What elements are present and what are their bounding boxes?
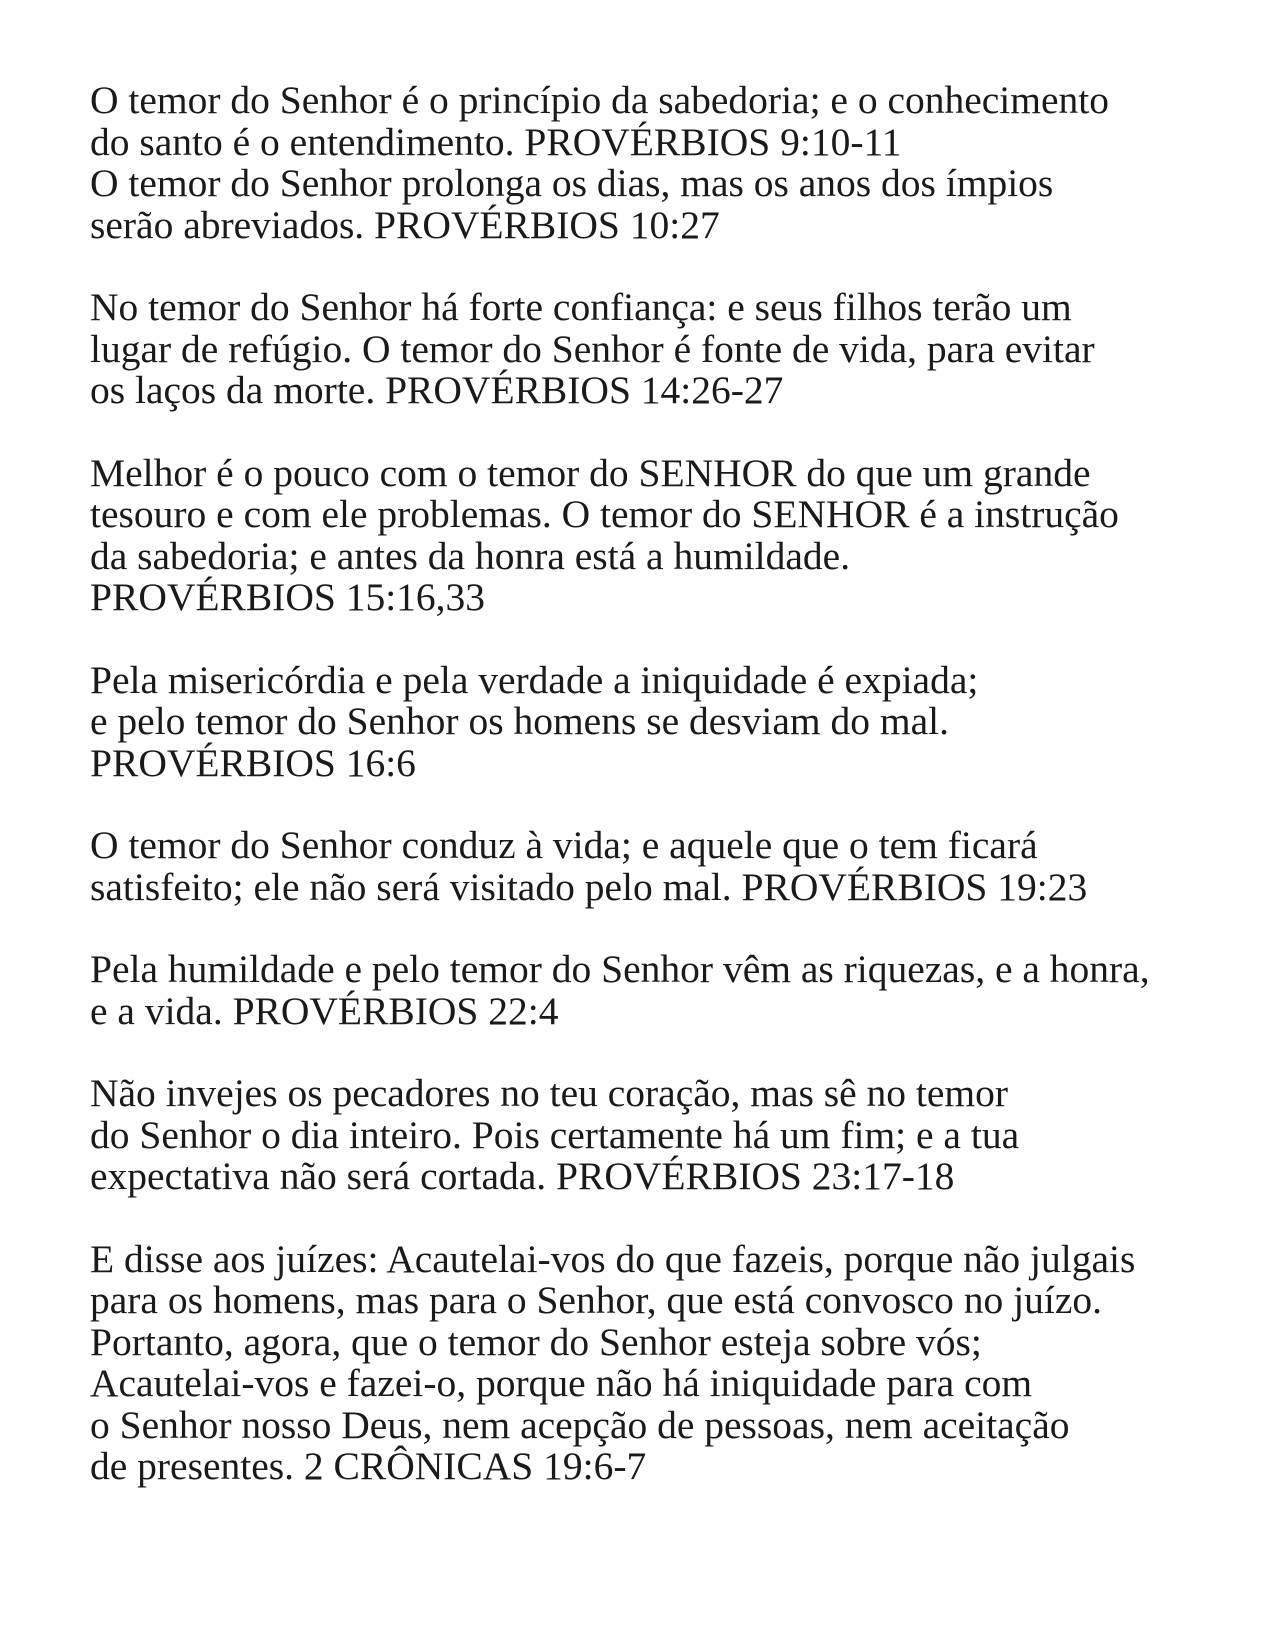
passage-proverbios-9-10: [90, 80, 1240, 246]
text-line: do Senhor o dia inteiro. Pois certamente há um fim; e a tua: [90, 1112, 1020, 1157]
text-line: para os homens, mas para o Senhor, que está convosco no juízo.: [90, 1278, 1102, 1322]
text-line: de presentes. 2 CRÔNICAS 19:6-7: [90, 1444, 647, 1488]
text-line: O temor do Senhor conduz à vida; e aquele que o tem ficará: [90, 823, 1038, 867]
text-line: os laços da morte. PROVÉRBIOS 14:26-27: [90, 368, 784, 412]
text-line: E disse aos juízes: Acautelai-vos do que fazeis, porque não julgais: [90, 1236, 1136, 1281]
passage-proverbios-22-4: [90, 949, 1240, 1032]
text-line: Não invejes os pecadores no teu coração, mas sê no temor: [90, 1071, 1009, 1115]
passage-proverbios-23-17: [90, 1073, 1240, 1198]
text-line: o Senhor nosso Deus, nem acepção de pessoas, nem aceitação: [90, 1402, 1070, 1447]
text-line: Portanto, agora, que o temor do Senhor esteja sobre vós;: [90, 1319, 982, 1364]
scripture-page: [90, 80, 1240, 1488]
passage-proverbios-14-26: [90, 287, 1240, 412]
passage-2-cronicas-19-6: [90, 1236, 1240, 1488]
text-line: satisfeito; ele não será visitado pelo mal. PROVÉRBIOS 19:23: [90, 864, 1088, 909]
passage-proverbios-16-6: [90, 657, 1240, 785]
text-line: No temor do Senhor há forte confiança: e seus filhos terão um: [90, 285, 1072, 329]
text-line: O temor do Senhor é o princípio da sabedoria; e o conhecimento: [90, 78, 1110, 122]
text-line: e a vida. PROVÉRBIOS 22:4: [90, 988, 559, 1033]
text-line: O temor do Senhor prolonga os dias, mas os anos dos ímpios: [90, 161, 1054, 205]
text-line: PROVÉRBIOS 16:6: [90, 740, 416, 785]
text-line: da sabedoria; e antes da honra está a humildade.: [90, 533, 851, 578]
text-line: Melhor é o pouco com o temor do SENHOR do que um grande: [90, 450, 1091, 495]
text-line: e pelo temor do Senhor os homens se desviam do mal.: [90, 699, 949, 743]
text-line: Pela misericórdia e pela verdade a iniquidade é expiada;: [90, 657, 979, 702]
text-line: Acautelai-vos e fazei-o, porque não há iniquidade para com: [90, 1361, 1033, 1405]
text-line: PROVÉRBIOS 15:16,33: [90, 575, 486, 619]
text-line: Pela humildade e pelo temor do Senhor vêm as riquezas, e a honra,: [90, 947, 1150, 991]
passage-proverbios-15-16: [90, 450, 1240, 619]
passage-proverbios-19-23: [90, 825, 1240, 908]
text-line: do santo é o entendimento. PROVÉRBIOS 9:10-11: [90, 119, 902, 164]
text-line: lugar de refúgio. O temor do Senhor é fonte de vida, para evitar: [90, 326, 1095, 371]
text-line: serão abreviados. PROVÉRBIOS 10:27: [90, 202, 720, 247]
text-line: tesouro e com ele problemas. O temor do SENHOR é a instrução: [90, 492, 1119, 536]
text-line: expectativa não será cortada. PROVÉRBIOS 23:17-18: [90, 1154, 955, 1198]
